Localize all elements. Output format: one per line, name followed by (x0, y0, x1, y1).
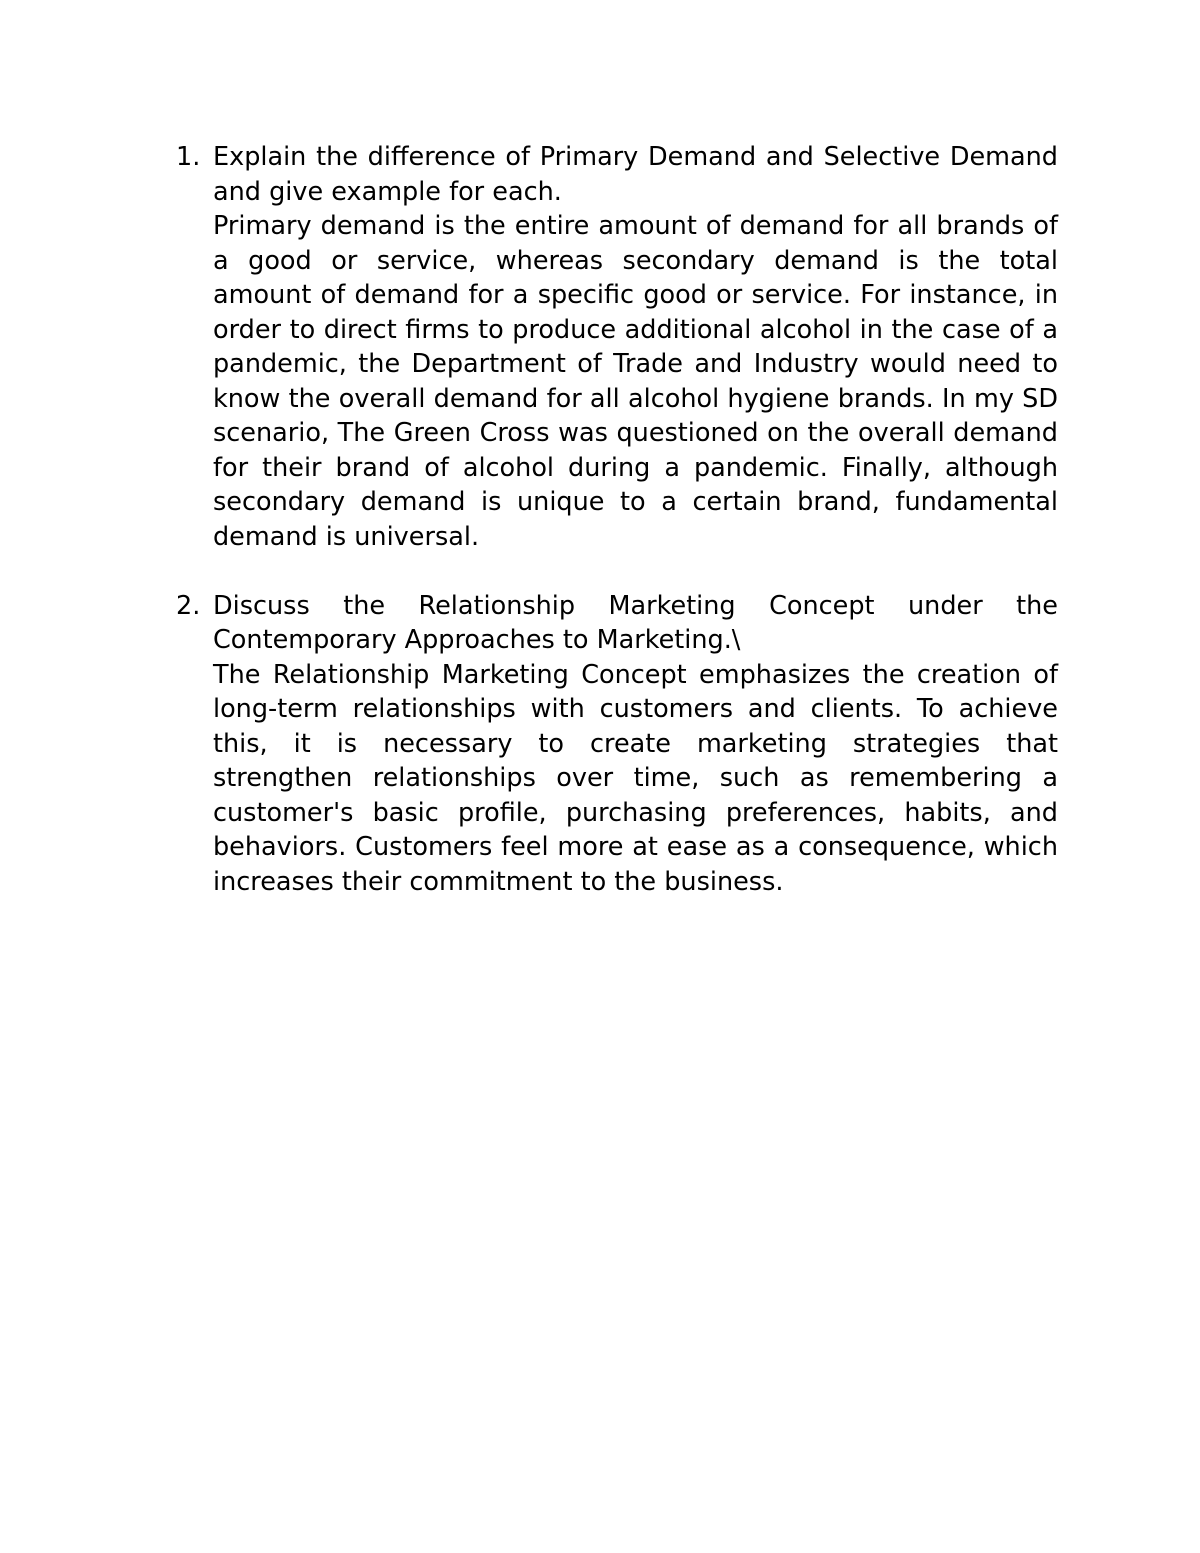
question-list (172, 140, 1058, 899)
question-number: 1. (176, 142, 201, 172)
question-number: 2. (176, 590, 201, 621)
answer-text: Primary demand is the entire amount of demand for all brands of a good or service, whereas secondary demand is the total amount of demand for a specific good or service. For instance, in order to direct firms to produce additional alcohol in the case of a pandemic, the Department of Trade and Industry would need to know the overall demand for all alcohol hygiene brands. In my SD scenario, The Green Cross was questioned on the overall demand for their brand of alcohol during a pandemic. Finally, although secondary demand is unique to a certain brand, fundamental demand is universal. (213, 211, 1058, 552)
answer-text: The Relationship Marketing Concept emphasizes the creation of long-term relationships with customers and clients. To achieve this, it is necessary to create marketing strategies that strengthen relationships over time, such as remembering a customer's basic profile, purchasing preferences, habits, and behaviors. Customers feel more at ease as a consequence, which increases their commitment to the business. (213, 659, 1058, 897)
question-text: Discuss the Relationship Marketing Concept under the Contemporary Approaches to Marketing.\ (213, 590, 1058, 655)
question-item-2 (172, 589, 1058, 900)
question-text: Explain the difference of Primary Demand and Selective Demand and give example for each. (213, 142, 1058, 207)
question-item-1 (172, 140, 1058, 554)
